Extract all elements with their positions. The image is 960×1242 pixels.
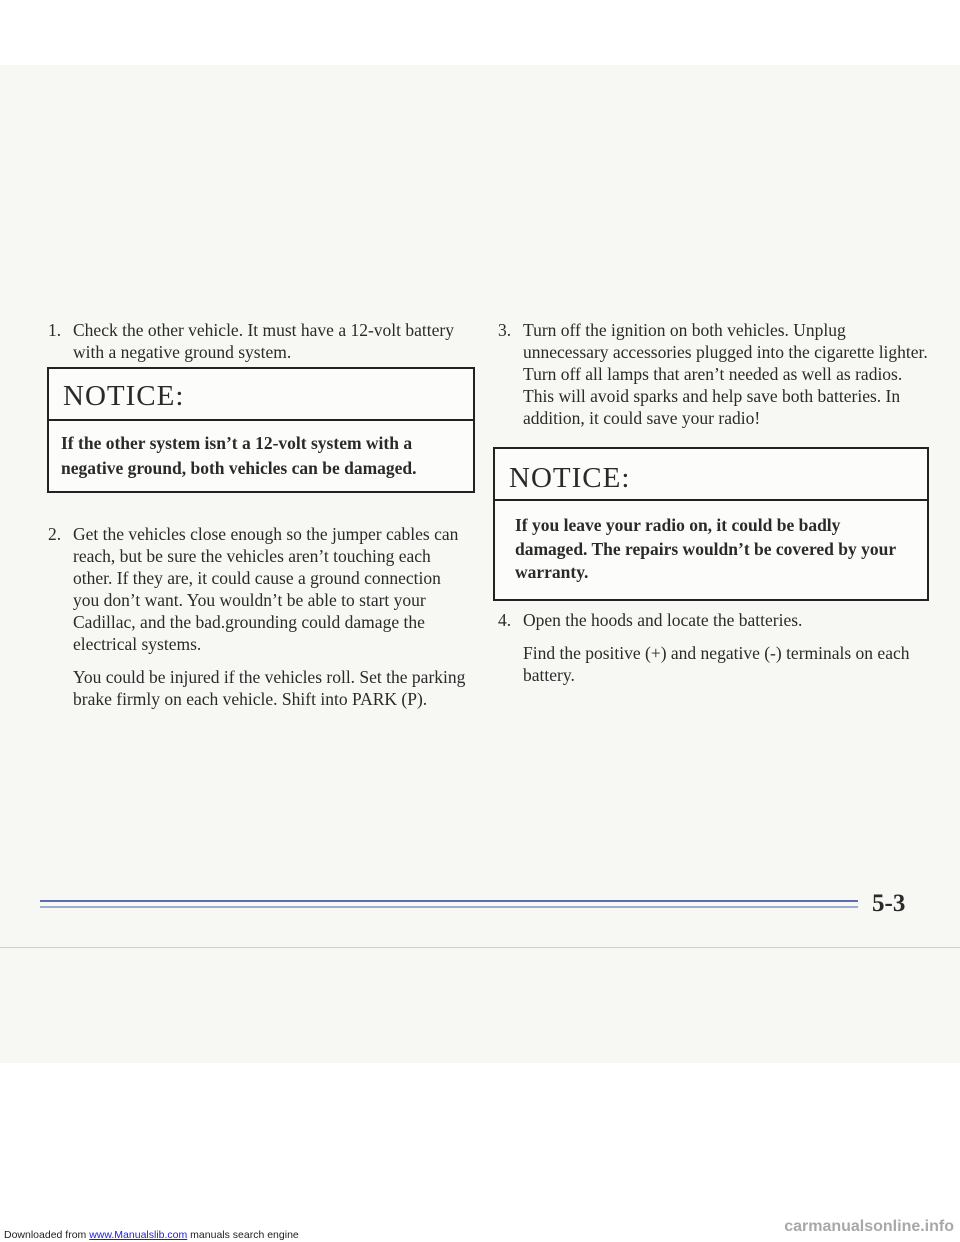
divider-rule (40, 900, 858, 902)
item-paragraph: Find the positive (+) and negative (-) terminals on each battery. (523, 643, 910, 685)
list-item-3 (498, 319, 930, 429)
watermark-text: carmanualsonline.info (784, 1218, 954, 1235)
list-item-2 (48, 523, 468, 655)
notice-heading: NOTICE: (49, 369, 473, 421)
item-number: 2. (48, 524, 62, 544)
item-text: Turn off the ignition on both vehicles. Unplug unnecessary accessories plugged into the cigarette lighter. Turn off all lamps that aren’t needed as well as radios. This will avoid sparks and help save both batteries. In addition, it could save your radio! (523, 320, 928, 428)
item-text: Check the other vehicle. It must have a 12-volt battery with a negative ground system. (73, 320, 454, 362)
item-text: Open the hoods and locate the batteries. (523, 610, 803, 630)
page-number: 5-3 (872, 890, 906, 917)
notice-heading: NOTICE: (495, 449, 927, 501)
notice-box-right (493, 447, 929, 601)
list-item-1 (48, 319, 468, 363)
right-column (498, 319, 930, 429)
item-text: Get the vehicles close enough so the jumper cables can reach, but be sure the vehicles aren’t touching each other. If they are, it could cause a ground connection you don’t want. You wouldn’t be able to start your Cadillac, and the bad.grounding could damage the electrical systems. (73, 524, 459, 654)
left-column-lower (48, 523, 468, 710)
item-number: 1. (48, 320, 62, 340)
footer-suffix: manuals search engine (187, 1229, 299, 1241)
footer-prefix: Downloaded from (4, 1229, 90, 1241)
item-paragraph: You could be injured if the vehicles roll. Set the parking brake firmly on each vehicle. Shift into PARK (P). (73, 667, 466, 709)
left-column (48, 319, 468, 363)
notice-body: If you leave your radio on, it could be badly damaged. The repairs wouldn’t be covered by your warranty. (515, 515, 896, 582)
notice-box-left (47, 367, 475, 493)
manualslib-link[interactable]: www.Manualslib.com (89, 1229, 188, 1241)
divider-rule (40, 906, 858, 908)
list-item-4 (498, 609, 930, 631)
item-number: 3. (498, 320, 512, 340)
item-number: 4. (498, 610, 512, 630)
right-column-lower (498, 609, 930, 686)
divider-line (0, 947, 960, 948)
notice-body: If the other system isn’t a 12-volt system with a negative ground, both vehicles can be damaged. (61, 433, 417, 478)
download-footer (4, 1229, 299, 1241)
